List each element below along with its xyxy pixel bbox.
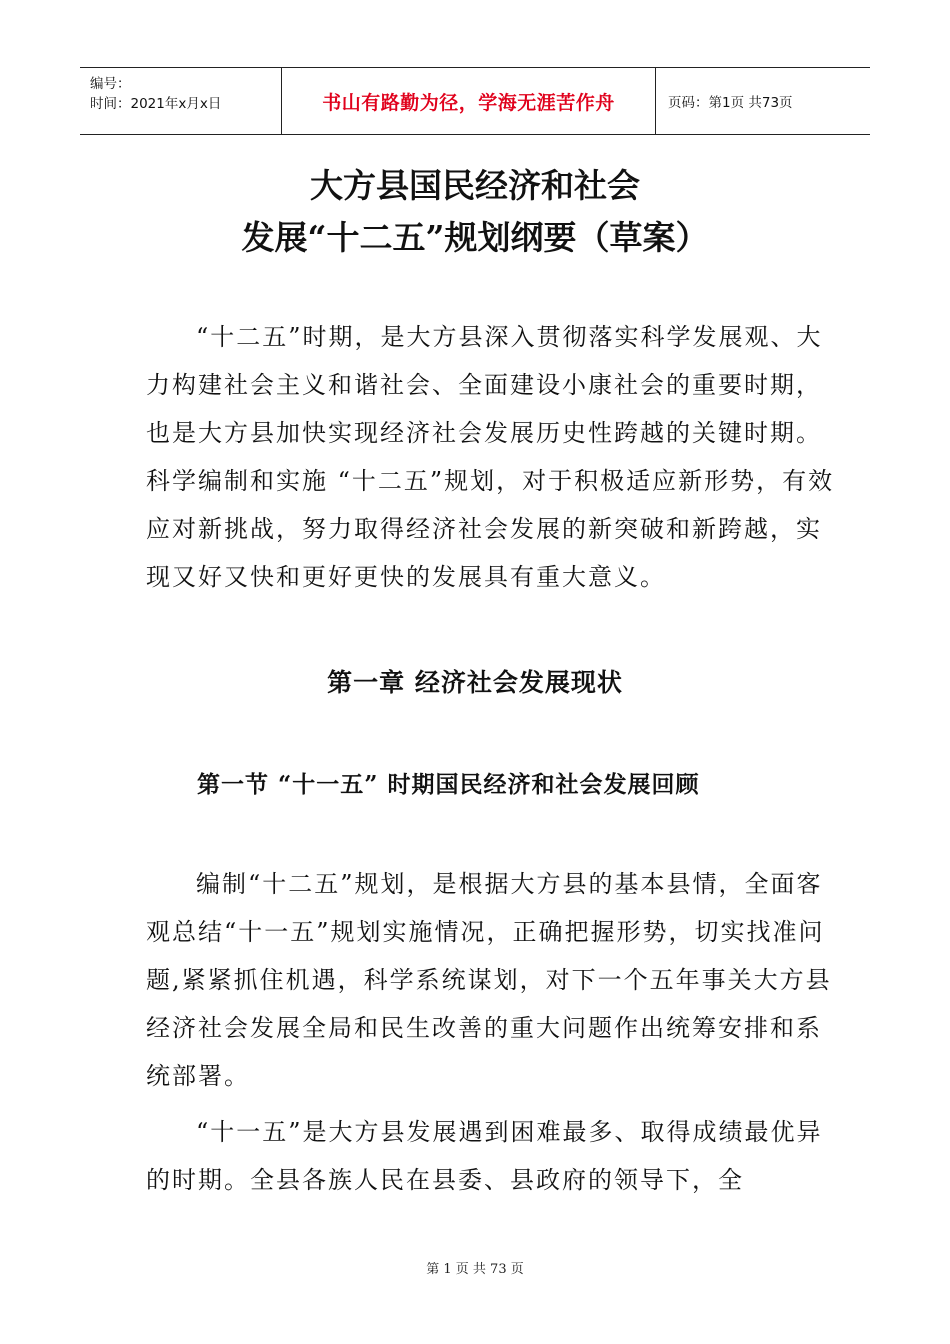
document-number-label: 编号：	[90, 76, 131, 92]
document-date-label: 时间：2021年x月x日	[90, 96, 222, 112]
page-footer: 第 1 页 共 73 页	[426, 1262, 524, 1277]
body-paragraph: 编制“十二五”规划，是根据大方县的基本县情，全面客观总结“十一五”规划实施情况，正确把握形势，切实找准问题,紧紧抓住机遇，科学系统谋划，对下一个五年事关大方县经济社会发展全局和民生改善的重大问题作出统筹安排和系统部署。	[146, 870, 832, 1090]
header-page-cell	[656, 68, 870, 134]
header-meta-cell	[80, 68, 282, 134]
document-title-line2: 发展“十二五”规划纲要（草案）	[241, 218, 709, 257]
document-header	[80, 67, 870, 135]
section-heading: 第一节 “十一五” 时期国民经济和社会发展回顾	[197, 771, 700, 798]
document-title-line1: 大方县国民经济和社会	[310, 166, 640, 205]
intro-paragraph: “十二五”时期，是大方县深入贯彻落实科学发展观、大力构建社会主义和谐社会、全面建设小康社会的重要时期，也是大方县加快实现经济社会发展历史性跨越的关键时期。科学编制和实施 “十二五”规划，对于积极适应新形势，有效应对新挑战，努力取得经济社会发展的新突破和新跨越，实现又好又快和更好更快的发展具有重大意义。	[146, 323, 835, 591]
chapter-heading: 第一章 经济社会发展现状	[327, 668, 623, 697]
motto-text: 书山有路勤为径，学海无涯苦作舟	[322, 91, 615, 114]
body-paragraph: “十一五”是大方县发展遇到困难最多、取得成绩最优异的时期。全县各族人民在县委、县政府的领导下，全	[146, 1118, 823, 1194]
header-motto-cell	[282, 68, 656, 134]
page-info: 页码：第1页 共73页	[668, 95, 793, 111]
